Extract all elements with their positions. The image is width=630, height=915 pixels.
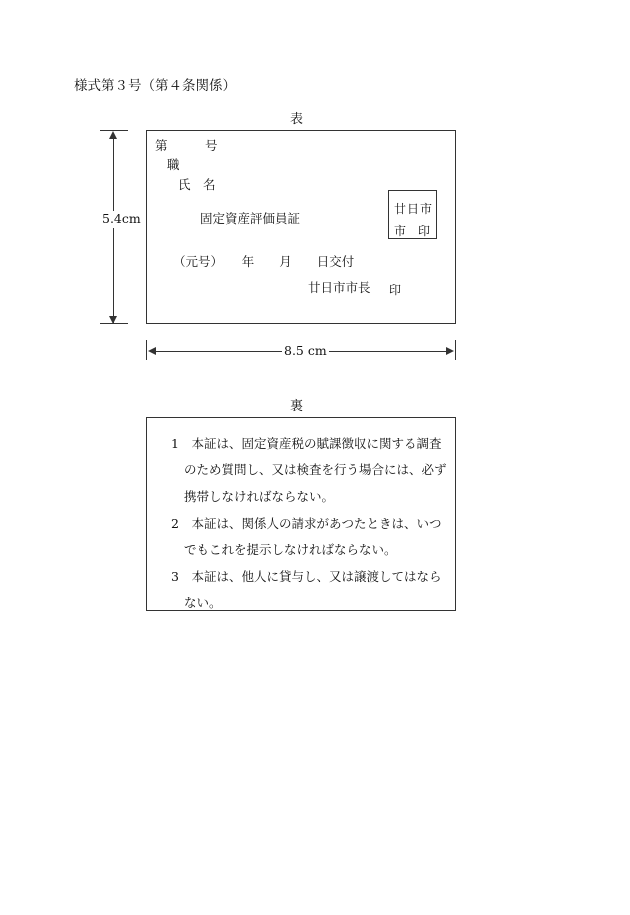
certificate-title: 固定資産評価員証 bbox=[200, 211, 301, 226]
front-heading: 表 bbox=[290, 112, 304, 127]
seal-text-line2: 市 印 bbox=[394, 224, 431, 238]
note-line: 2 本証は、関係人の請求があつたときは、いつ bbox=[171, 516, 442, 531]
front-card bbox=[146, 130, 456, 324]
arrow-left-icon bbox=[148, 347, 156, 355]
note-line: 1 本証は、固定資産税の賦課徴収に関する調査 bbox=[171, 436, 442, 451]
arrow-right-icon bbox=[446, 347, 454, 355]
stamp-mark: 印 bbox=[389, 283, 402, 297]
form-title: 様式第３号（第４条関係） bbox=[74, 78, 236, 94]
arrow-down-icon bbox=[109, 316, 117, 324]
issue-date: （元号） 年 月 日交付 bbox=[173, 254, 355, 269]
position-label: 職 bbox=[167, 157, 180, 172]
note-line: 3 本証は、他人に貸与し、又は譲渡してはなら bbox=[171, 569, 442, 584]
note-line: ない。 bbox=[184, 595, 222, 610]
dimension-tick-left bbox=[146, 340, 147, 360]
name-label: 氏 名 bbox=[178, 177, 216, 192]
dimension-tick-right bbox=[455, 340, 456, 360]
back-heading: 裏 bbox=[290, 399, 304, 414]
seal-box bbox=[388, 190, 437, 239]
height-dimension-line bbox=[113, 133, 114, 323]
note-line: のため質問し、又は検査を行う場合には、必ず bbox=[184, 462, 447, 477]
seal-text-line1: 廿日市 bbox=[394, 202, 434, 216]
back-card bbox=[146, 417, 456, 611]
number-label: 第 号 bbox=[155, 138, 218, 153]
note-line: 携帯しなければならない。 bbox=[184, 489, 335, 504]
width-label: 8.5 cm bbox=[284, 343, 327, 358]
note-line: でもこれを提示しなければならない。 bbox=[184, 542, 397, 557]
height-label: 5.4cm bbox=[102, 211, 141, 226]
issuer: 廿日市市長 bbox=[308, 280, 371, 295]
arrow-up-icon bbox=[109, 131, 117, 139]
